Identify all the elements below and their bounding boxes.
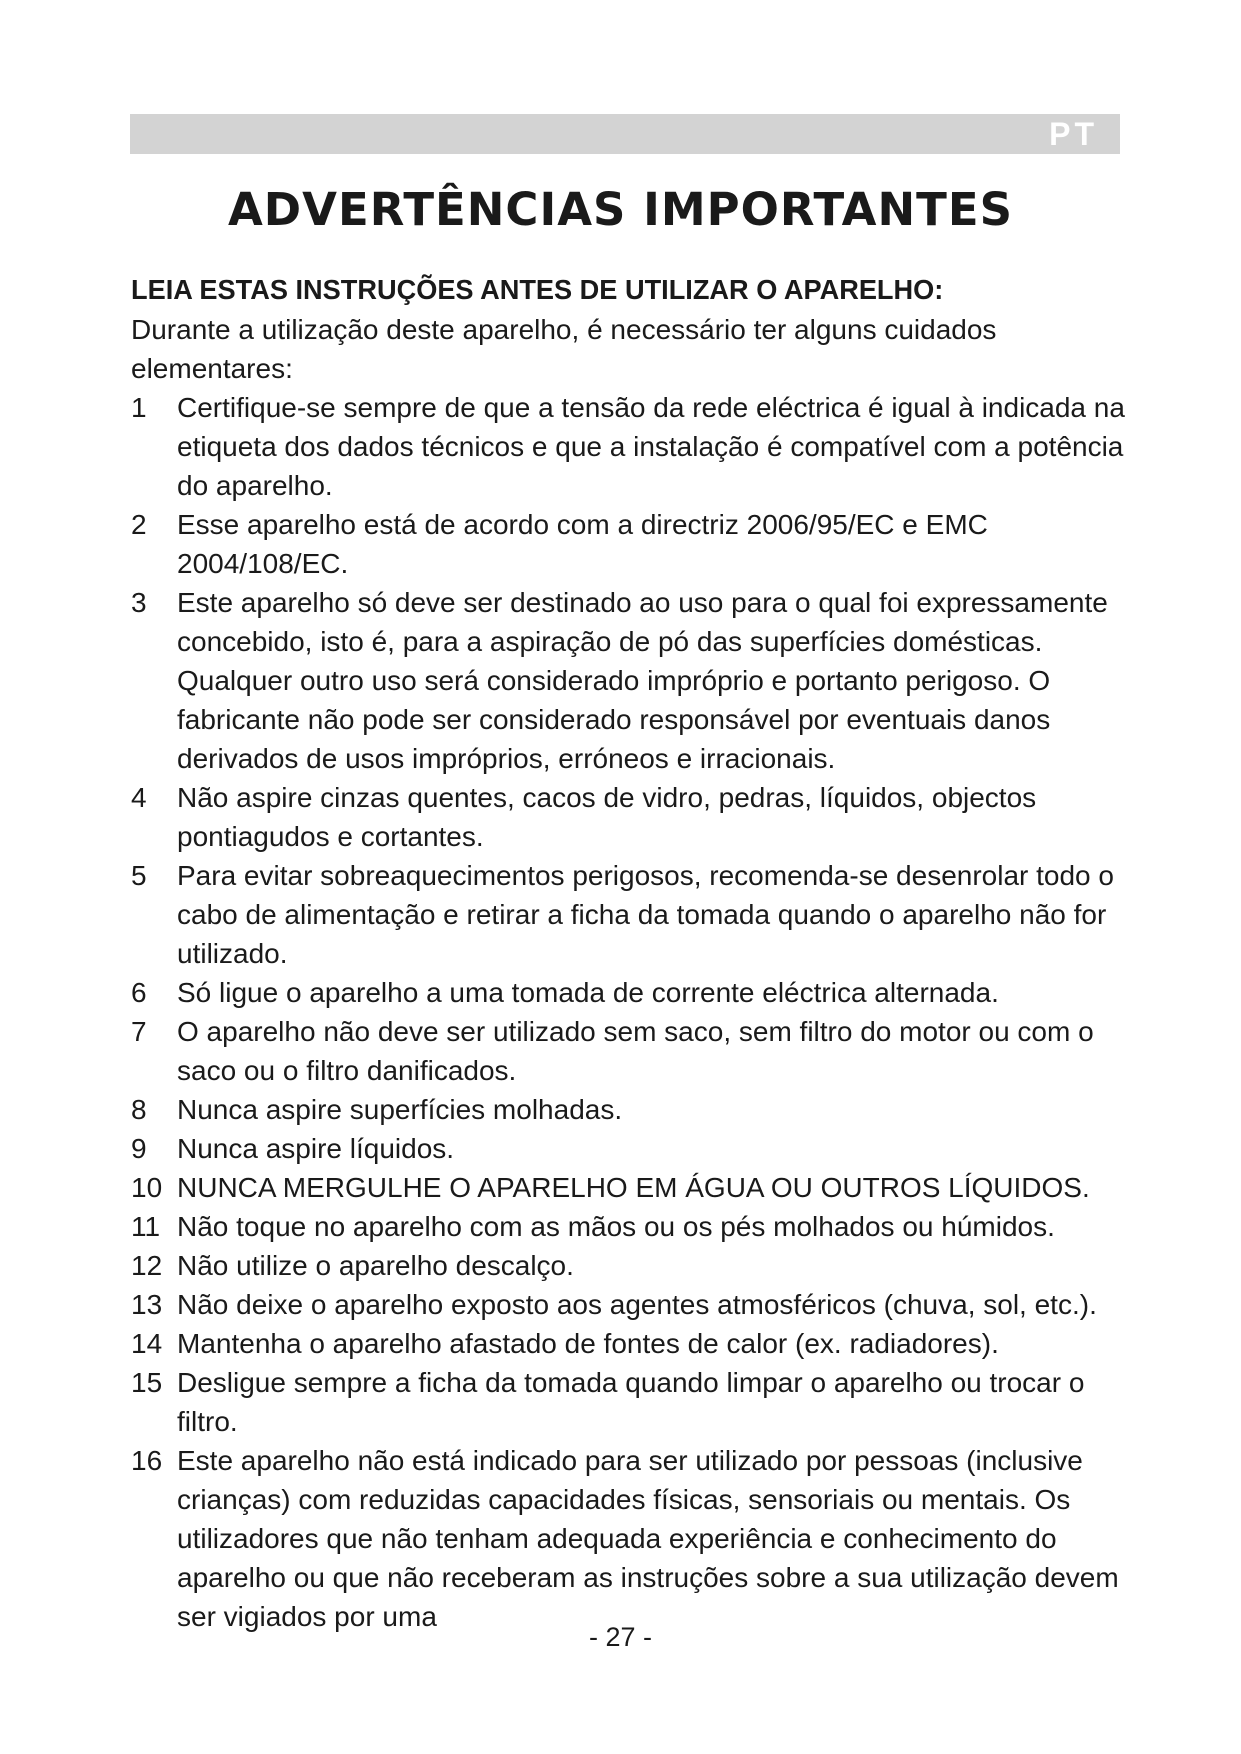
item-text: Não utilize o aparelho descalço. bbox=[177, 1250, 574, 1281]
warnings-content bbox=[131, 270, 1151, 1636]
list-item bbox=[131, 1129, 1151, 1168]
list-item bbox=[131, 583, 1151, 778]
list-item bbox=[131, 1324, 1151, 1363]
intro-paragraph: Durante a utilização deste aparelho, é necessário ter alguns cuidados elementares: bbox=[131, 314, 997, 384]
list-item bbox=[131, 1285, 1151, 1324]
list-item bbox=[131, 1168, 1151, 1207]
item-number: 5 bbox=[131, 860, 147, 891]
item-text: NUNCA MERGULHE O APARELHO EM ÁGUA OU OUTROS LÍQUIDOS. bbox=[177, 1172, 1090, 1203]
list-item bbox=[131, 1090, 1151, 1129]
item-text: O aparelho não deve ser utilizado sem saco, sem filtro do motor ou com o saco ou o filtro danificados. bbox=[177, 1016, 1094, 1086]
list-item bbox=[131, 1012, 1151, 1090]
list-item bbox=[131, 1246, 1151, 1285]
item-text: Não toque no aparelho com as mãos ou os pés molhados ou húmidos. bbox=[177, 1211, 1055, 1242]
list-item bbox=[131, 856, 1151, 973]
item-text: Nunca aspire superfícies molhadas. bbox=[177, 1094, 623, 1125]
item-text: Desligue sempre a ficha da tomada quando limpar o aparelho ou trocar o filtro. bbox=[177, 1367, 1085, 1437]
item-text: Não deixe o aparelho exposto aos agentes atmosféricos (chuva, sol, etc.). bbox=[177, 1289, 1097, 1320]
warnings-list bbox=[131, 388, 1151, 1636]
list-item bbox=[131, 1207, 1151, 1246]
item-number: 9 bbox=[131, 1133, 147, 1164]
page-title: ADVERTÊNCIAS IMPORTANTES bbox=[227, 183, 1014, 236]
item-text: Só ligue o aparelho a uma tomada de corrente eléctrica alternada. bbox=[177, 977, 999, 1008]
item-text: Certifique-se sempre de que a tensão da rede eléctrica é igual à indicada na etiqueta dos dados técnicos e que a instalação é compatível com a potência do aparelho. bbox=[177, 392, 1125, 501]
item-text: Este aparelho não está indicado para ser utilizado por pessoas (inclusive crianças) com reduzidas capacidades físicas, sensoriais ou mentais. Os utilizadores que não tenham adequada experiência e conhecimento do aparelho ou que não receberam as instruções sobre a sua utilização devem ser vigiados por uma bbox=[177, 1445, 1119, 1632]
item-number: 16 bbox=[131, 1445, 163, 1476]
item-number: 4 bbox=[131, 782, 147, 813]
page-number: - 27 - bbox=[588, 1622, 653, 1652]
item-number: 12 bbox=[131, 1250, 163, 1281]
item-number: 11 bbox=[131, 1211, 161, 1242]
item-text: Esse aparelho está de acordo com a directriz 2006/95/EC e EMC 2004/108/EC. bbox=[177, 509, 988, 579]
list-item bbox=[131, 1441, 1151, 1636]
item-text: Para evitar sobreaquecimentos perigosos, recomenda-se desenrolar todo o cabo de alimentação e retirar a ficha da tomada quando o aparelho não for utilizado. bbox=[177, 860, 1114, 969]
item-number: 7 bbox=[131, 1016, 147, 1047]
item-number: 13 bbox=[131, 1289, 163, 1320]
item-number: 1 bbox=[131, 392, 147, 423]
item-text: Não aspire cinzas quentes, cacos de vidro, pedras, líquidos, objectos pontiagudos e cortantes. bbox=[177, 782, 1037, 852]
item-number: 10 bbox=[131, 1172, 163, 1203]
item-number: 15 bbox=[131, 1367, 163, 1398]
item-text: Mantenha o aparelho afastado de fontes de calor (ex. radiadores). bbox=[177, 1328, 999, 1359]
item-number: 3 bbox=[131, 587, 147, 618]
language-header-bar bbox=[130, 114, 1120, 154]
item-number: 2 bbox=[131, 509, 147, 540]
item-text: Nunca aspire líquidos. bbox=[177, 1133, 455, 1164]
list-item bbox=[131, 388, 1151, 505]
language-code: PT bbox=[1049, 116, 1098, 152]
section-subtitle: LEIA ESTAS INSTRUÇÕES ANTES DE UTILIZAR O APARELHO: bbox=[131, 274, 944, 305]
list-item bbox=[131, 505, 1151, 583]
item-number: 6 bbox=[131, 977, 147, 1008]
item-number: 14 bbox=[131, 1328, 163, 1359]
list-item bbox=[131, 973, 1151, 1012]
list-item bbox=[131, 1363, 1151, 1441]
item-number: 8 bbox=[131, 1094, 147, 1125]
list-item bbox=[131, 778, 1151, 856]
item-text: Este aparelho só deve ser destinado ao uso para o qual foi expressamente concebido, isto é, para a aspiração de pó das superfícies domésticas. Qualquer outro uso será considerado impróprio e portanto perigoso. O fabricante não pode ser considerado responsável por eventuais danos derivados de usos impróprios, erróneos e irracionais. bbox=[177, 587, 1108, 774]
